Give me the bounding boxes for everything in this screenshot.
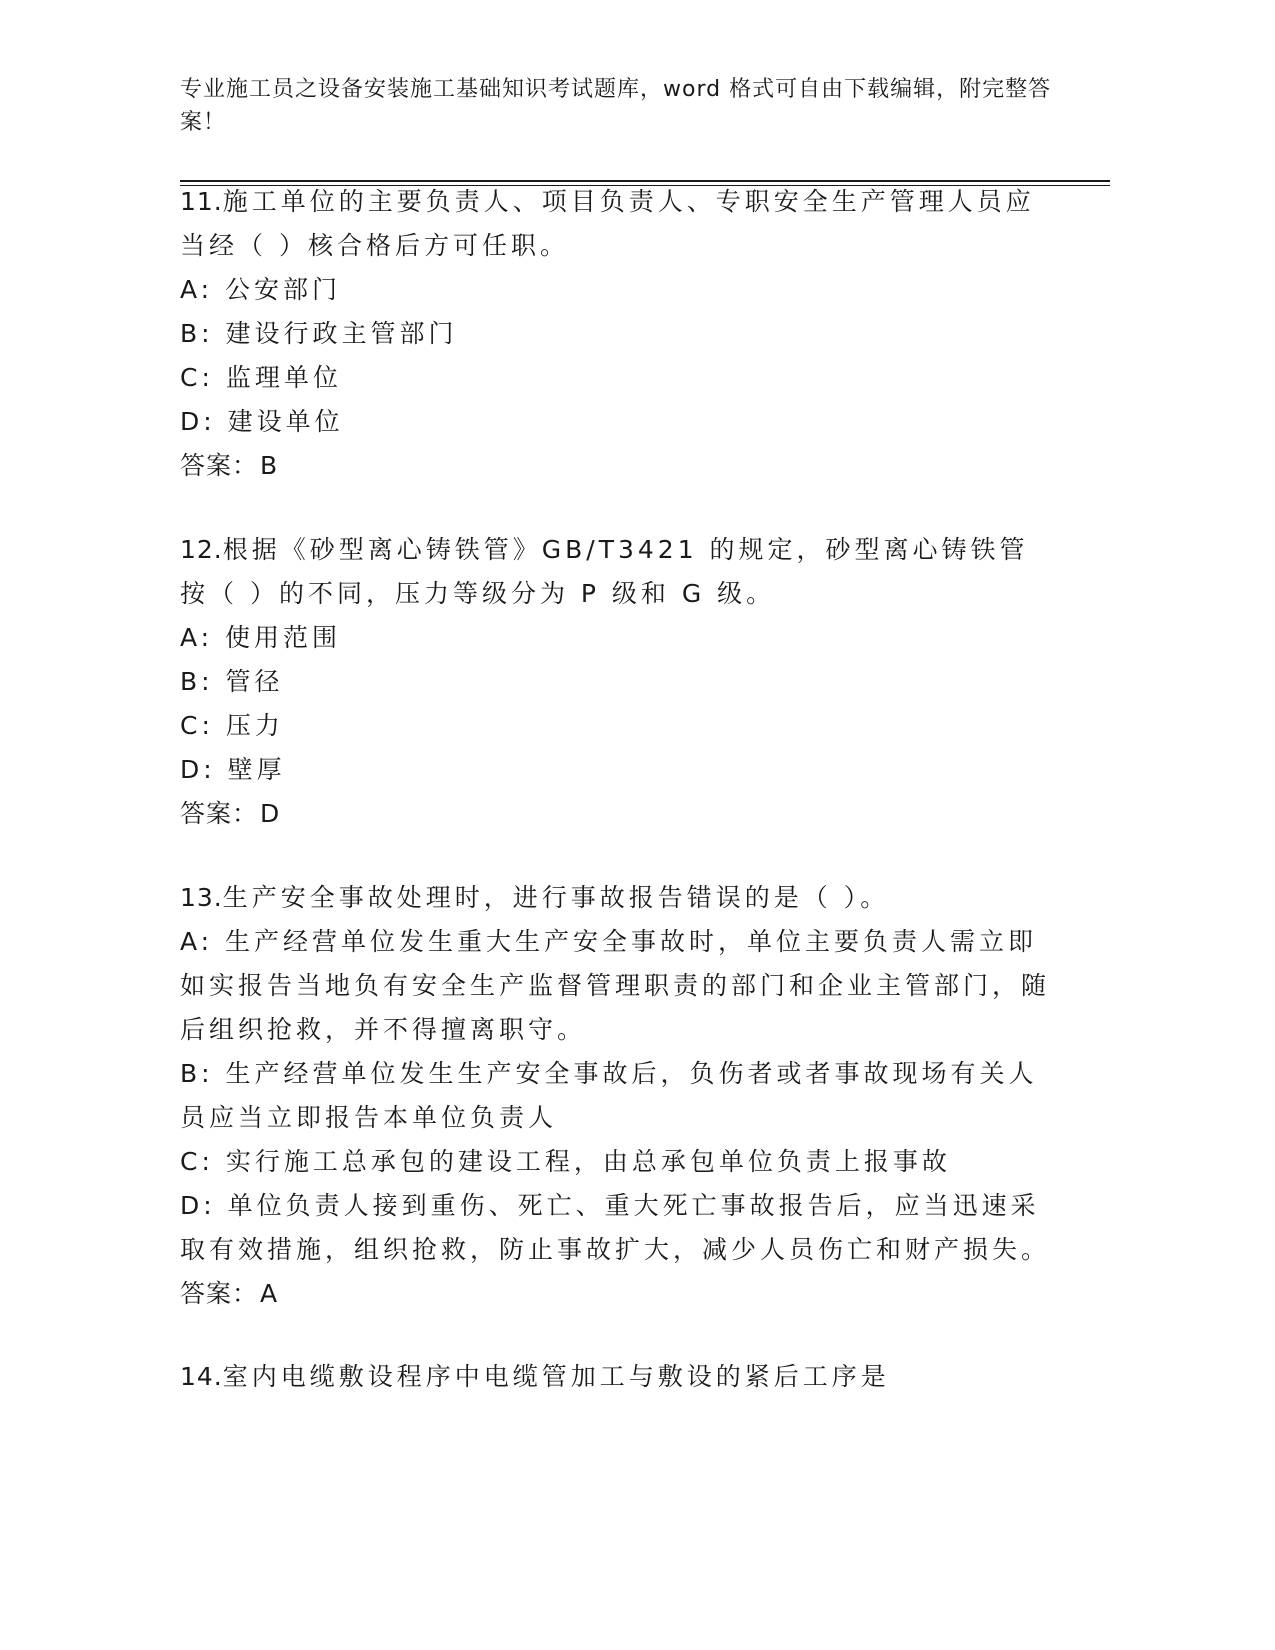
option-key: C:	[180, 1147, 214, 1176]
option-c	[180, 704, 1050, 748]
option-c	[180, 1140, 1050, 1184]
option-key: A:	[180, 927, 214, 956]
answer-line	[180, 792, 1050, 836]
answer-label: 答案：	[180, 799, 259, 828]
question-stem	[180, 876, 1050, 920]
option-key: B:	[180, 1059, 214, 1088]
option-text: 公安部门	[225, 275, 342, 304]
question-stem	[180, 1355, 1050, 1399]
option-d	[180, 1184, 1050, 1272]
option-key: C:	[180, 363, 214, 392]
option-text: 单位负责人接到重伤、死亡、重大死亡事故报告后，应当迅速采取有效措施，组织抢救，防止事故扩大，减少人员伤亡和财产损失。	[180, 1191, 1051, 1264]
question-number: 13.	[180, 883, 223, 912]
option-key: A:	[180, 275, 214, 304]
option-key: D:	[180, 407, 216, 436]
option-text: 建设单位	[227, 407, 344, 436]
option-text: 建设行政主管部门	[225, 319, 458, 348]
option-a	[180, 616, 1050, 660]
question-text: 施工单位的主要负责人、项目负责人、专职安全生产管理人员应当经（ ）核合格后方可任职。	[180, 187, 1035, 260]
option-key: B:	[180, 667, 214, 696]
option-key: D:	[180, 755, 216, 784]
question-text: 生产安全事故处理时，进行事故报告错误的是（ ）。	[222, 883, 890, 912]
option-key: B:	[180, 319, 214, 348]
option-key: C:	[180, 711, 214, 740]
question-stem	[180, 528, 1050, 616]
option-text: 实行施工总承包的建设工程，由总承包单位负责上报事故	[225, 1147, 951, 1176]
document-header: 专业施工员之设备安装施工基础知识考试题库，word 格式可自由下载编辑，附完整答案！	[180, 77, 1052, 135]
answer-value: D	[260, 799, 281, 828]
question-text: 根据《砂型离心铸铁管》GB/T3421 的规定，砂型离心铸铁管按（ ）的不同，压力等级分为 P 级和 G 级。	[180, 535, 1029, 608]
answer-label: 答案：	[180, 1279, 259, 1308]
answer-line	[180, 444, 1050, 488]
option-text: 壁厚	[227, 755, 286, 784]
option-a	[180, 268, 1050, 312]
question-text: 室内电缆敷设程序中电缆管加工与敷设的紧后工序是	[222, 1362, 890, 1391]
option-key: D:	[180, 1191, 216, 1220]
question-number: 12.	[180, 535, 223, 564]
option-text: 生产经营单位发生重大生产安全事故时，单位主要负责人需立即如实报告当地负有安全生产监督管理职责的部门和企业主管部门，随后组织抢救，并不得擅离职守。	[180, 927, 1051, 1044]
answer-value: A	[260, 1279, 279, 1308]
option-d	[180, 400, 1050, 444]
option-text: 管径	[225, 667, 284, 696]
option-text: 生产经营单位发生生产安全事故后，负伤者或者事故现场有关人员应当立即报告本单位负责人	[180, 1059, 1038, 1132]
question-14	[180, 1355, 1050, 1399]
answer-value: B	[260, 451, 279, 480]
option-text: 使用范围	[225, 623, 342, 652]
option-c	[180, 356, 1050, 400]
option-key: A:	[180, 623, 214, 652]
option-b	[180, 660, 1050, 704]
option-d	[180, 748, 1050, 792]
answer-label: 答案：	[180, 451, 259, 480]
question-13	[180, 876, 1050, 1316]
question-number: 11.	[180, 187, 223, 216]
answer-line	[180, 1272, 1050, 1316]
question-number: 14.	[180, 1362, 223, 1391]
option-text: 压力	[225, 711, 284, 740]
question-12	[180, 528, 1050, 836]
option-b	[180, 312, 1050, 356]
option-text: 监理单位	[225, 363, 342, 392]
question-stem	[180, 180, 1050, 268]
question-11	[180, 180, 1050, 488]
option-b	[180, 1052, 1050, 1140]
option-a	[180, 920, 1050, 1052]
